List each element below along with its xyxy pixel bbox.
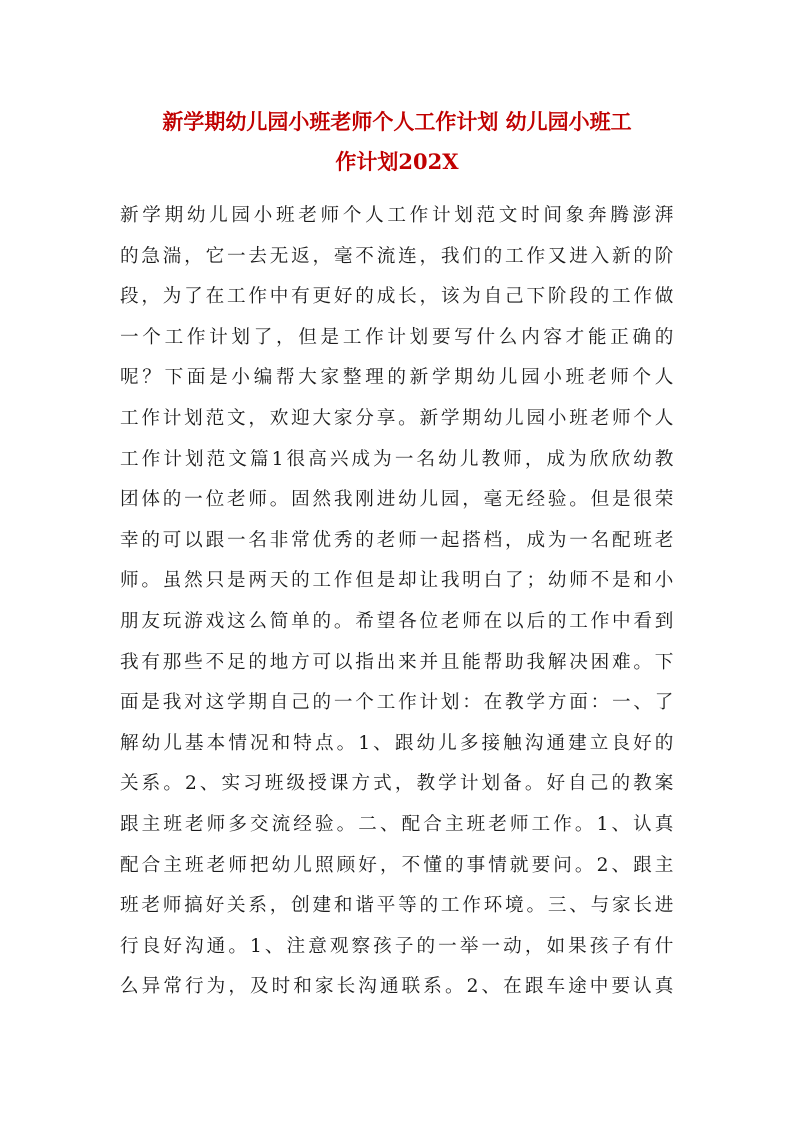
body-line-11: 朋友玩游戏这么简单的。希望各位老师在以后的工作中看到 bbox=[120, 610, 674, 632]
title-line-2: 作计划202X bbox=[335, 149, 459, 174]
body-line-12: 我有那些不足的地方可以指出来并且能帮助我解决困难。下 bbox=[120, 651, 674, 673]
document-body bbox=[120, 196, 674, 1008]
body-line-5: 呢？下面是小编帮大家整理的新学期幼儿园小班老师个人 bbox=[120, 367, 674, 389]
body-line-6: 工作计划范文，欢迎大家分享。新学期幼儿园小班老师个人 bbox=[120, 407, 674, 429]
document-title bbox=[110, 102, 684, 182]
body-line-20: 么异常行为，及时和家长沟通联系。2、在跟车途中要认真 bbox=[120, 976, 674, 998]
body-line-8: 团体的一位老师。固然我刚进幼儿园，毫无经验。但是很荣 bbox=[120, 489, 674, 511]
body-line-9: 幸的可以跟一名非常优秀的老师一起搭档，成为一名配班老 bbox=[120, 529, 674, 551]
body-line-15: 关系。2、实习班级授课方式，教学计划备。好自己的教案 bbox=[120, 773, 674, 795]
body-line-1: 新学期幼儿园小班老师个人工作计划范文时间象奔腾澎湃 bbox=[120, 205, 674, 226]
title-line-1: 新学期幼儿园小班老师个人工作计划 幼儿园小班工 bbox=[162, 109, 632, 134]
body-line-18: 班老师搞好关系，创建和谐平等的工作环境。三、与家长进 bbox=[120, 895, 674, 917]
body-line-13: 面是我对这学期自己的一个工作计划：在教学方面：一、了 bbox=[120, 692, 674, 714]
body-line-4: 一个工作计划了，但是工作计划要写什么内容才能正确的 bbox=[120, 326, 674, 348]
body-line-7: 工作计划范文篇1很高兴成为一名幼儿教师，成为欣欣幼教 bbox=[120, 448, 674, 470]
body-line-3: 段，为了在工作中有更好的成长，该为自己下阶段的工作做 bbox=[120, 286, 674, 308]
body-line-2: 的急湍，它一去无返，毫不流连，我们的工作又进入新的阶 bbox=[120, 245, 674, 267]
body-line-16: 跟主班老师多交流经验。二、配合主班老师工作。1、认真 bbox=[120, 813, 674, 835]
body-line-10: 师。虽然只是两天的工作但是却让我明白了；幼师不是和小 bbox=[120, 570, 674, 592]
body-line-14: 解幼儿基本情况和特点。1、跟幼儿多接触沟通建立良好的 bbox=[120, 732, 674, 754]
body-line-19: 行良好沟通。1、注意观察孩子的一举一动，如果孩子有什 bbox=[120, 935, 674, 957]
body-line-17: 配合主班老师把幼儿照顾好，不懂的事情就要问。2、跟主 bbox=[120, 854, 674, 876]
